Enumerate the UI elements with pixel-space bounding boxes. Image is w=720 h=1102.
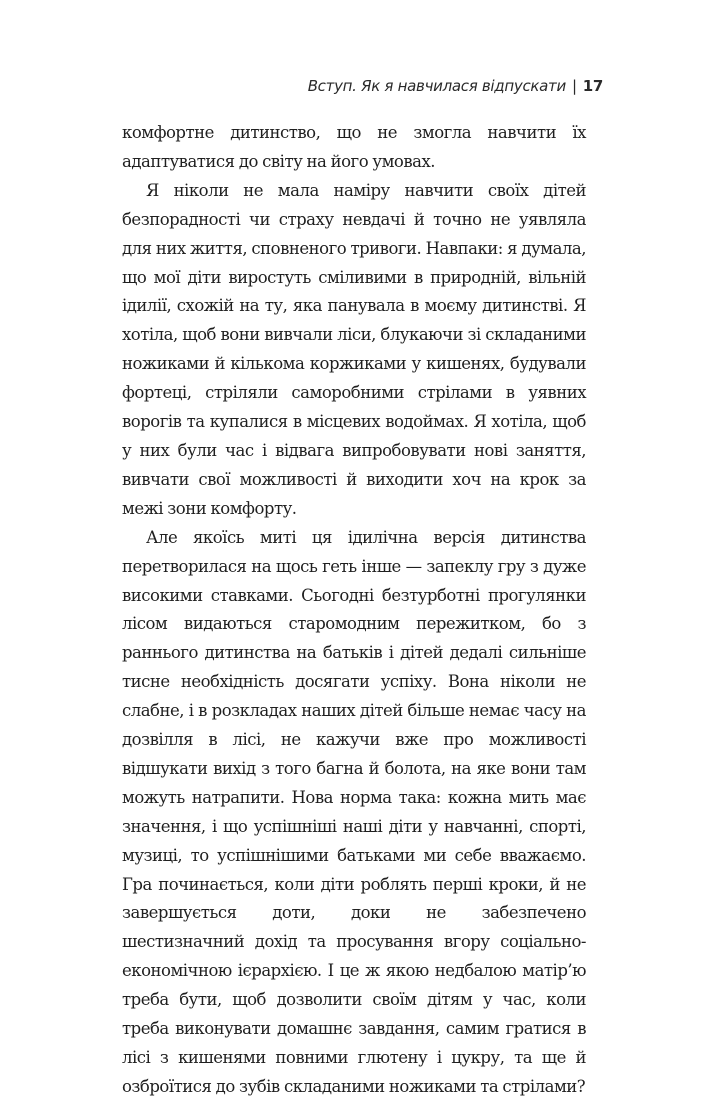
page-number: 17 xyxy=(582,77,603,95)
chapter-title: Вступ. Як я навчилася відпускати xyxy=(307,77,566,95)
paragraph-2: Я ніколи не мала наміру навчити своїх дітей безпорадності чи страху невдачі й точно не уявляла для них життя, сповненого тривоги. Навпаки: я думала, що мої діти виростуть сміливими в природній, вільній ідилії, схожій на ту, яка панувала в моєму дитинстві. Я хотіла, щоб вони вивчали ліси, блукаючи зі складаними ножиками й кількома коржиками у кишенях, будували фортеці, стріляли саморобними стрілами в уявних ворогів та купалися в місцевих водоймах. Я хотіла, щоб у них були час і відвага випробовувати нові заняття, вивчати свої можливості й виходити хоч на крок за межі зони комфорту. xyxy=(122,180,586,518)
paragraph-1: комфортне дитинство, що не змогла навчити їх адаптуватися до світу на його умовах. xyxy=(122,123,586,171)
header-separator: | xyxy=(571,77,577,95)
running-header xyxy=(308,77,603,95)
body-text xyxy=(122,119,586,1102)
paragraph-3: Але якоїсь миті ця ідилічна версія дитинства перетворилася на щось геть інше — запеклу гру з дуже високими ставками. Сьогодні безтурботні прогулянки лісом видаються старомодним пережитком, бо з раннього дитинства на батьків і дітей дедалі сильніше тисне необхідність досягати успіху. Вона ніколи не слабне, і в розкладах наших дітей більше немає часу на дозвілля в лісі, не кажучи вже про можливості відшукати вихід з того багна й болота, на яке вони там можуть натрапити. Нова норма така: кожна мить має значення, і що успішніші наші діти у навчанні, спорті, музиці, то успішнішими батьками ми себе вважаємо. Гра починається, коли діти роблять перші кроки, й не завершується доти, доки не забезпечено шестизначний дохід та просування вгору соціально-економічною ієрархією. І це ж якою недбалою матір’ю треба бути, щоб дозволити своїм дітям у час, коли треба виконувати домашнє завдання, самим гратися в лісі з кишенями повними глютену і цукру, та ще й озброїтися до зубів складаними ножиками та стрілами? xyxy=(122,527,586,1096)
